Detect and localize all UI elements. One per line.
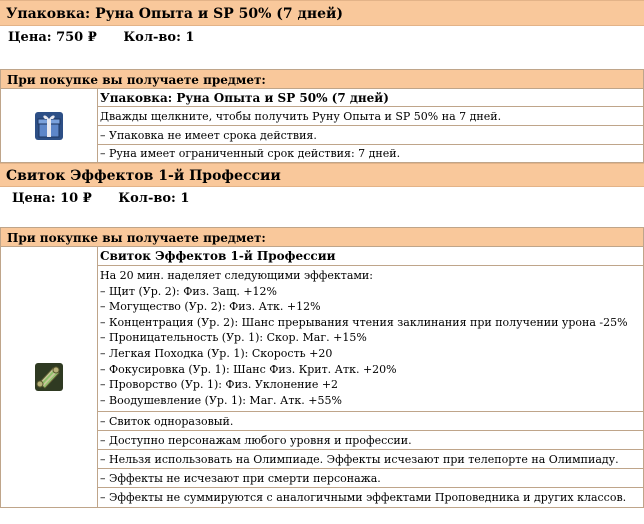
- item-note-line: – Эффекты не исчезают при смерти персонажа.: [98, 469, 643, 488]
- item-note-line: – Доступно персонажам любого уровня и профессии.: [98, 431, 643, 450]
- effect-line: – Щит (Ур. 2): Физ. Защ. +12%: [100, 284, 277, 298]
- effect-line: – Концентрация (Ур. 2): Шанс прерывания чтения заклинания при получении урона -25%: [100, 315, 628, 329]
- effect-line: – Могущество (Ур. 2): Физ. Атк. +12%: [100, 300, 321, 314]
- effect-line: – Фокусировка (Ур. 1): Шанс Физ. Крит. Атк. +20%: [100, 362, 397, 376]
- item-info: [98, 89, 643, 162]
- product-title: Свиток Эффектов 1-й Профессии: [0, 163, 644, 187]
- item-icon-cell: [1, 89, 98, 162]
- item-name: Упаковка: Руна Опыта и SP 50% (7 дней): [98, 89, 643, 107]
- item-desc-line: – Упаковка не имеет срока действия.: [98, 126, 643, 145]
- effects-block: [98, 266, 643, 412]
- received-item: [0, 247, 644, 508]
- effect-line: – Легкая Походка (Ур. 1): Скорость +20: [100, 346, 333, 360]
- item-desc-line: – Руна имеет ограниченный срок действия: 7 дней.: [100, 147, 401, 160]
- item-desc-line: Дважды щелкните, чтобы получить Руну Опыта и SP 50% на 7 дней.: [98, 107, 643, 126]
- item-name: Свиток Эффектов 1-й Профессии: [98, 247, 643, 266]
- item-note-line: – Свиток одноразовый.: [98, 412, 643, 431]
- price-row: [0, 187, 644, 211]
- item-icon-cell: [1, 247, 98, 507]
- effect-line: – Воодушевление (Ур. 1): Маг. Атк. +55%: [100, 393, 342, 407]
- spacer: [0, 211, 644, 227]
- item-info: [98, 247, 643, 507]
- item-note-line: – Нельзя использовать на Олимпиаде. Эффекты исчезают при телепорте на Олимпиаду.: [98, 450, 643, 469]
- effect-line: На 20 мин. наделяет следующими эффектами:: [100, 269, 373, 282]
- effect-line: – Проницательность (Ур. 1): Скор. Маг. +15%: [100, 331, 367, 345]
- product-title: Упаковка: Руна Опыта и SP 50% (7 дней): [0, 0, 644, 26]
- price-row: [0, 26, 644, 50]
- effect-line: – Проворство (Ур. 1): Физ. Уклонение +2: [100, 378, 339, 392]
- item-note-line: – Эффекты не суммируются с аналогичными эффектами Проповедника и других классов.: [100, 491, 627, 505]
- gift-box-icon[interactable]: [35, 112, 63, 140]
- spacer: [0, 50, 644, 69]
- receive-header: При покупке вы получаете предмет:: [0, 227, 644, 247]
- quantity-label: Кол-во: 1: [118, 191, 190, 206]
- scroll-icon[interactable]: [35, 363, 63, 391]
- receive-header: При покупке вы получаете предмет:: [0, 69, 644, 89]
- price-label: Цена: 10 ₽: [12, 191, 92, 206]
- quantity-label: Кол-во: 1: [123, 30, 195, 45]
- price-label: Цена: 750 ₽: [8, 30, 97, 45]
- received-item: [0, 89, 644, 163]
